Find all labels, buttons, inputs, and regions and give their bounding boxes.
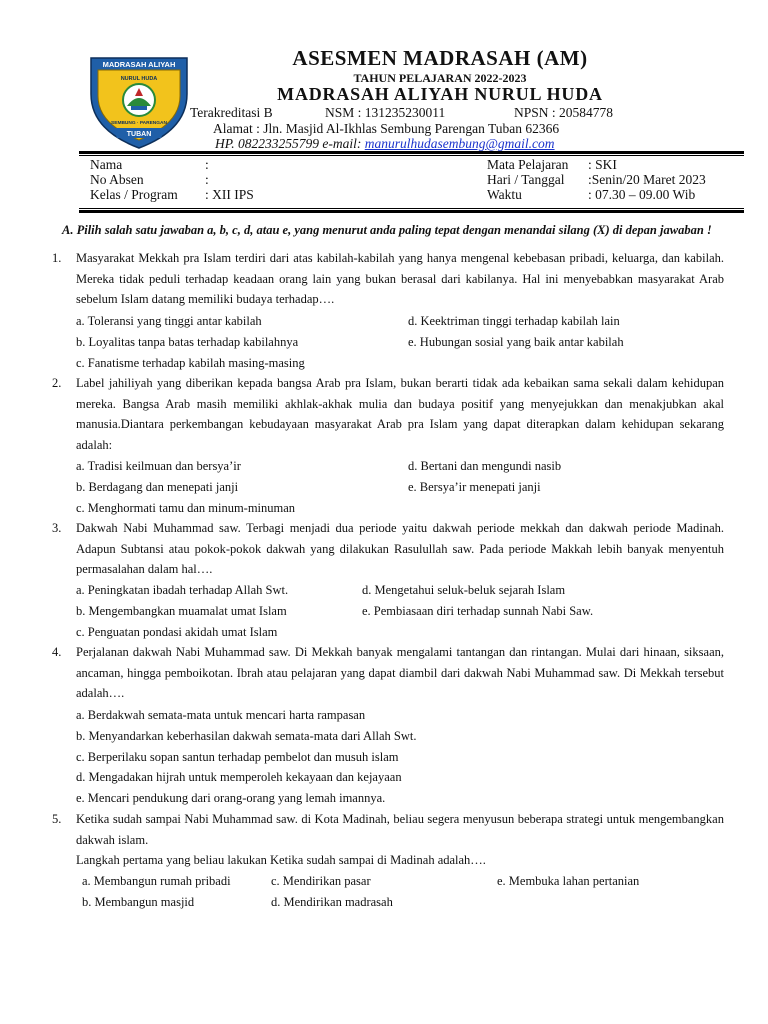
q4-option-b[interactable]: b. Menyandarkan keberhasilan dakwah semata-mata dari Allah Swt. [76, 729, 417, 743]
academic-year: TAHUN PELAJARAN 2022-2023 [353, 71, 527, 85]
school-name: MADRASAH ALIYAH NURUL HUDA [277, 84, 603, 104]
q3-option-a[interactable]: a. Peningkatan ibadah terhadap Allah Swt. [76, 583, 289, 597]
q4-option-e[interactable]: e. Mencari pendukung dari orang-orang yang lemah imannya. [76, 791, 386, 805]
school-crest-icon [85, 44, 193, 150]
q3-option-e[interactable]: e. Pembiasaan diri terhadap sunnah Nabi Saw. [362, 604, 594, 618]
nama-field[interactable]: : [205, 157, 209, 172]
q5-option-b[interactable]: b. Membangun masjid [82, 895, 195, 909]
q2-option-b[interactable]: b. Berdagang dan menepati janji [76, 480, 239, 494]
question-4-text: Perjalanan dakwah Nabi Muhammad saw. Di Mekkah banyak mengalami tantangan dan rintangan. Mulai dari hinaan, siksaan, ancaman, hingga pemboikotan. Ibrah atau pelajaran yang dapat diambil dari dakwah Nabi Muhammad saw. Di Mekkah tersebut adalah…. [76, 645, 724, 701]
q3-option-d[interactable]: d. Mengetahui seluk-beluk sejarah Islam [362, 583, 566, 597]
question-number: 1. [52, 251, 62, 265]
svg-text:TUBAN: TUBAN [126, 131, 152, 138]
npsn: NPSN : 20584778 [514, 105, 614, 120]
question-3-text: Dakwah Nabi Muhammad saw. Terbagi menjadi dua periode yaitu dakwah periode mekkah dan dakwah periode Madinah. Adapun Subtansi atau pokok-pokok dakwah yang dilakukan Rasulullah saw. Pada periode Makkah lebih banyak menyentuh permasalahan dalam hal…. [76, 521, 724, 577]
q5-option-c[interactable]: c. Mendirikan pasar [271, 874, 371, 888]
info-rule-thick [79, 210, 744, 213]
question-5-text: Ketika sudah sampai Nabi Muhammad saw. di Kota Madinah, beliau segera menyusun beberapa strategi untuk mengembangkan dakwah islam. [76, 812, 724, 847]
kelas-label: Kelas / Program [90, 187, 178, 202]
q1-option-b[interactable]: b. Loyalitas tanpa batas terhadap kabilahnya [76, 335, 299, 349]
q3-option-c[interactable]: c. Penguatan pondasi akidah umat Islam [76, 625, 278, 639]
q2-option-d[interactable]: d. Bertani dan mengundi nasib [408, 459, 562, 473]
q2-option-a[interactable]: a. Tradisi keilmuan dan bersya’ir [76, 459, 241, 473]
header-rule-thick [79, 151, 744, 154]
question-5-prompt: Langkah pertama yang beliau lakukan Ketika sudah sampai di Madinah adalah…. [76, 853, 486, 867]
q5-option-e[interactable]: e. Membuka lahan pertanian [497, 874, 640, 888]
q4-option-c[interactable]: c. Berperilaku sopan santun terhadap pembelot dan musuh islam [76, 750, 399, 764]
hari-value: :Senin/20 Maret 2023 [588, 172, 706, 187]
info-rule-thin [79, 208, 744, 209]
q2-option-c[interactable]: c. Menghormati tamu dan minum-minuman [76, 501, 296, 515]
q5-option-a[interactable]: a. Membangun rumah pribadi [82, 874, 231, 888]
q3-option-b[interactable]: b. Mengembangkan muamalat umat Islam [76, 604, 287, 618]
absen-field[interactable]: : [205, 172, 209, 187]
q5-option-d[interactable]: d. Mendirikan madrasah [271, 895, 393, 909]
q4-option-a[interactable]: a. Berdakwah semata-mata untuk mencari harta rampasan [76, 708, 366, 722]
q4-option-d[interactable]: d. Mengadakan hijrah untuk memperoleh kekayaan dan kejayaan [76, 770, 402, 784]
contact-line [215, 136, 555, 152]
mapel-label: Mata Pelajaran [487, 157, 569, 172]
q1-option-c[interactable]: c. Fanatisme terhadap kabilah masing-masing [76, 356, 305, 370]
kelas-value: : XII IPS [205, 187, 254, 202]
svg-text:NURUL HUDA: NURUL HUDA [120, 76, 158, 82]
waktu-label: Waktu [487, 187, 522, 202]
q2-option-e[interactable]: e. Bersya’ir menepati janji [408, 480, 541, 494]
svg-text:SEMBUNG · PARENGAN: SEMBUNG · PARENGAN [111, 121, 167, 126]
question-number: 4. [52, 645, 62, 659]
absen-label: No Absen [90, 172, 144, 187]
header-rule-thin [79, 155, 744, 156]
question-2-text: Label jahiliyah yang diberikan kepada bangsa Arab pra Islam, bukan berarti tidak ada kebaikan sama sekali dalam kehidupan mereka. Bangsa Arab masih memiliki akhlak-akhak mulia dan budaya positif yang menyejukkan dan menakjubkan akal manusia.Diantara perkembangan kebudayaan masyarakat Arab pra Islam yang dapat diterapkan dalam kehidupan sekarang adalah: [76, 376, 724, 453]
phone-text: HP. 082233255799 e-mail: [215, 136, 365, 151]
nsm: NSM : 131235230011 [325, 105, 446, 120]
accreditation: Terakreditasi B [190, 105, 273, 120]
mapel-value: : SKI [588, 157, 617, 172]
school-address: Alamat : Jln. Masjid Al-Ikhlas Sembung Parengan Tuban 62366 [213, 121, 560, 136]
question-1-text: Masyarakat Mekkah pra Islam terdiri dari atas kabilah-kabilah yang hanya mengenal kebebasan pribadi, keluarga, dan kabilah. Mereka tidak peduli terhadap keadaan orang lain yang bukan berasal dari kabilanya. Hal ini menyebabkan masyarakat Arab sebelum Islam datang memiliki budaya terhadap…. [76, 251, 724, 307]
q1-option-a[interactable]: a. Toleransi yang tinggi antar kabilah [76, 314, 262, 328]
nama-label: Nama [90, 157, 123, 172]
question-number: 5. [52, 812, 62, 826]
question-number: 2. [52, 376, 62, 390]
waktu-value: : 07.30 – 09.00 Wib [588, 187, 696, 202]
hari-label: Hari / Tanggal [487, 172, 565, 187]
svg-text:MADRASAH ALIYAH: MADRASAH ALIYAH [102, 60, 176, 69]
q1-option-e[interactable]: e. Hubungan sosial yang baik antar kabilah [408, 335, 624, 349]
exam-title: ASESMEN MADRASAH (AM) [292, 46, 588, 70]
email-link[interactable]: manurulhudasembung@gmail.com [364, 136, 555, 151]
question-number: 3. [52, 521, 62, 535]
section-a-instruction: A. Pilih salah satu jawaban a, b, c, d, atau e, yang menurut anda paling tepat dengan menandai silang (X) di depan jawaban ! [62, 223, 712, 237]
q1-option-d[interactable]: d. Keektriman tinggi terhadap kabilah lain [408, 314, 620, 328]
